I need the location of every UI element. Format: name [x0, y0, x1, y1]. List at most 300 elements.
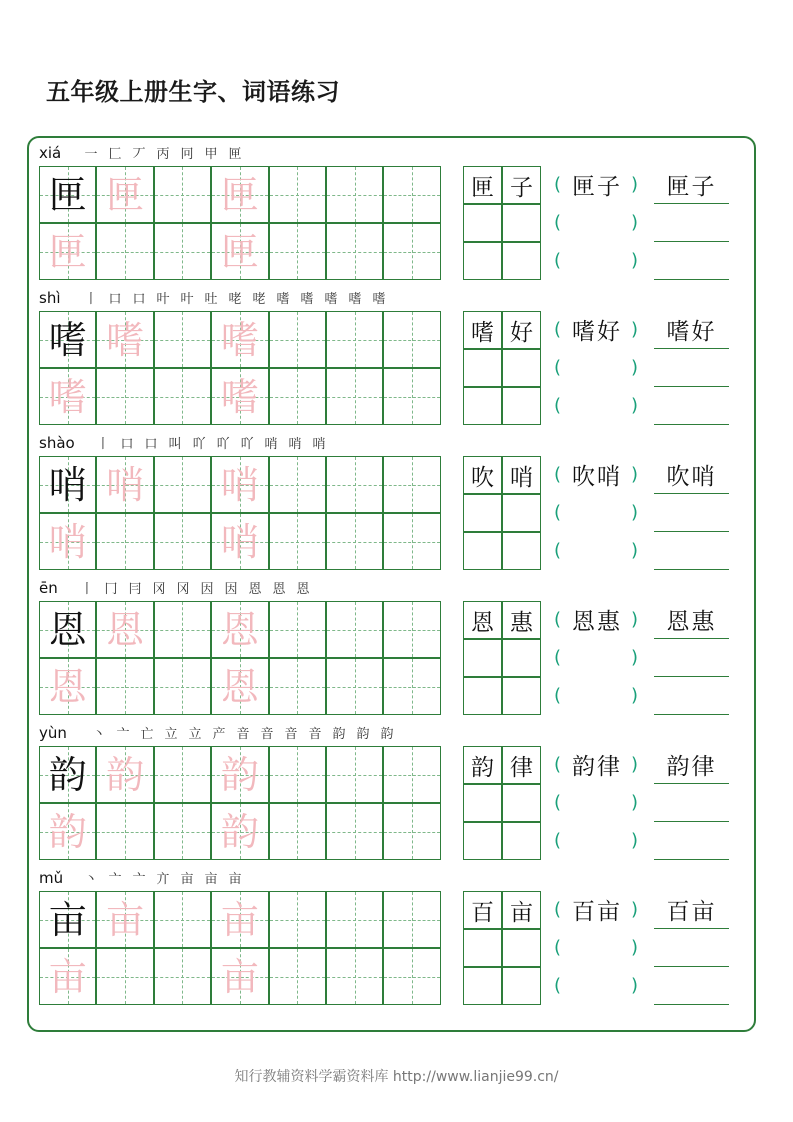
right-paren: )	[630, 174, 638, 195]
paren-blank[interactable]	[554, 242, 638, 280]
grid-cell[interactable]	[211, 513, 268, 570]
grid-cell[interactable]	[96, 223, 153, 280]
grid-cell[interactable]	[211, 311, 268, 368]
stroke-step: 吖	[240, 437, 254, 452]
grid-cell[interactable]	[269, 601, 326, 658]
grid-cell[interactable]	[269, 456, 326, 513]
guide-line-v	[182, 602, 183, 657]
left-paren: (	[554, 174, 562, 195]
stroke-step: 吖	[216, 437, 230, 452]
answer-line[interactable]	[654, 929, 729, 967]
paren-blank[interactable]	[554, 494, 638, 532]
stroke-step: 恩	[248, 582, 262, 597]
word-cell[interactable]	[502, 204, 541, 242]
stroke-step: 亠	[108, 872, 122, 887]
word-cell[interactable]	[463, 746, 502, 784]
stroke-step: 吐	[204, 292, 218, 307]
grid-cell[interactable]	[211, 803, 268, 860]
word-cell[interactable]	[502, 601, 541, 639]
word-grid	[463, 456, 541, 570]
paren-blank[interactable]	[554, 166, 638, 204]
left-paren: (	[554, 647, 562, 668]
grid-cell[interactable]	[211, 948, 268, 1005]
guide-line-v	[355, 949, 356, 1004]
guide-line-v	[182, 804, 183, 859]
grid-cell[interactable]	[154, 601, 211, 658]
page-title: 五年级上册生字、词语练习	[46, 78, 340, 106]
paren-blank[interactable]	[554, 639, 638, 677]
writing-grid	[39, 311, 441, 425]
trace-character: 韵	[220, 809, 259, 854]
line-word: 吹哨	[666, 464, 717, 490]
paren-blank[interactable]	[554, 891, 638, 929]
stroke-step: 音	[284, 727, 298, 742]
trace-character: 哨	[220, 462, 259, 507]
line-word: 百亩	[666, 899, 717, 925]
paren-blank[interactable]	[554, 601, 638, 639]
stroke-step: 韵	[356, 727, 370, 742]
guide-line-v	[297, 602, 298, 657]
grid-cell[interactable]	[39, 658, 96, 715]
answer-line[interactable]	[654, 387, 729, 425]
grid-cell[interactable]	[326, 456, 383, 513]
char-entry	[0, 865, 793, 1010]
stroke-step: 丙	[156, 147, 170, 162]
trace-character: 亩	[220, 897, 259, 942]
grid-cell[interactable]	[383, 311, 440, 368]
grid-cell[interactable]	[154, 456, 211, 513]
word-cell[interactable]	[502, 967, 541, 1005]
stroke-step: 亣	[156, 872, 170, 887]
grid-cell[interactable]	[326, 223, 383, 280]
grid-cell[interactable]	[39, 803, 96, 860]
word-cell[interactable]	[463, 967, 502, 1005]
grid-cell[interactable]	[154, 223, 211, 280]
word-character: 韵	[471, 754, 494, 781]
grid-cell[interactable]	[326, 368, 383, 425]
stroke-step: 亩	[180, 872, 194, 887]
paren-blank[interactable]	[554, 456, 638, 494]
trace-character: 嗜	[106, 317, 145, 362]
word-cell[interactable]	[463, 494, 502, 532]
answer-line[interactable]	[654, 822, 729, 860]
paren-blank[interactable]	[554, 929, 638, 967]
grid-cell[interactable]	[326, 948, 383, 1005]
stroke-order	[79, 869, 247, 891]
paren-blank[interactable]	[554, 967, 638, 1005]
guide-line-v	[182, 514, 183, 569]
grid-cell[interactable]	[211, 746, 268, 803]
left-paren: (	[554, 212, 562, 233]
paren-blank[interactable]	[554, 532, 638, 570]
guide-line-v	[182, 224, 183, 279]
guide-line-v	[355, 514, 356, 569]
word-cell[interactable]	[463, 639, 502, 677]
word-cell[interactable]	[463, 822, 502, 860]
right-paren: )	[630, 754, 638, 775]
answer-line[interactable]	[654, 456, 729, 494]
left-paren: (	[554, 754, 562, 775]
grid-cell[interactable]	[383, 368, 440, 425]
char-entry	[0, 430, 793, 575]
answer-line[interactable]	[654, 311, 729, 349]
line-word: 嗜好	[666, 319, 717, 345]
word-cell[interactable]	[502, 311, 541, 349]
grid-cell[interactable]	[39, 513, 96, 570]
stroke-step: 哨	[312, 437, 326, 452]
guide-line-v	[412, 224, 413, 279]
answer-line[interactable]	[654, 891, 729, 929]
answer-line[interactable]	[654, 494, 729, 532]
guide-line-v	[125, 659, 126, 714]
word-cell[interactable]	[502, 891, 541, 929]
trace-character: 韵	[48, 809, 87, 854]
stroke-step: 嗜	[324, 292, 338, 307]
stroke-step: 叫	[168, 437, 182, 452]
grid-cell[interactable]	[39, 601, 96, 658]
stroke-step: 口	[132, 292, 146, 307]
grid-cell[interactable]	[39, 223, 96, 280]
guide-line-v	[412, 167, 413, 222]
grid-cell[interactable]	[326, 311, 383, 368]
right-paren: )	[630, 975, 638, 996]
stroke-step: 哨	[288, 437, 302, 452]
stroke-step: 冈	[176, 582, 190, 597]
grid-cell[interactable]	[39, 166, 96, 223]
stroke-step: 恩	[272, 582, 286, 597]
paren-blank[interactable]	[554, 746, 638, 784]
grid-cell[interactable]	[211, 456, 268, 513]
stroke-step: 立	[188, 727, 202, 742]
left-paren: (	[554, 319, 562, 340]
answer-line[interactable]	[654, 532, 729, 570]
grid-cell[interactable]	[154, 948, 211, 1005]
word-cell[interactable]	[463, 387, 502, 425]
grid-cell[interactable]	[96, 948, 153, 1005]
right-paren: )	[630, 540, 638, 561]
grid-cell[interactable]	[211, 223, 268, 280]
grid-cell[interactable]	[383, 891, 440, 948]
guide-line-v	[412, 602, 413, 657]
trace-character: 嗜	[220, 374, 259, 419]
grid-cell[interactable]	[269, 891, 326, 948]
right-paren: )	[630, 395, 638, 416]
word-cell[interactable]	[463, 601, 502, 639]
stroke-step: 一	[84, 147, 98, 162]
grid-cell[interactable]	[154, 891, 211, 948]
grid-cell[interactable]	[96, 658, 153, 715]
guide-line-v	[355, 804, 356, 859]
grid-cell[interactable]	[211, 601, 268, 658]
stroke-order	[79, 289, 391, 311]
grid-cell[interactable]	[326, 513, 383, 570]
left-paren: (	[554, 899, 562, 920]
grid-cell[interactable]	[326, 803, 383, 860]
answer-line[interactable]	[654, 967, 729, 1005]
trace-character: 哨	[106, 462, 145, 507]
word-cell[interactable]	[463, 204, 502, 242]
stroke-step: 丨	[80, 582, 94, 597]
word-cell[interactable]	[463, 311, 502, 349]
trace-character: 恩	[220, 607, 259, 652]
char-entry	[0, 575, 793, 720]
line-word: 匣子	[666, 174, 717, 200]
grid-cell[interactable]	[211, 891, 268, 948]
grid-cell[interactable]	[269, 746, 326, 803]
right-paren: )	[630, 899, 638, 920]
pinyin-label: ēn	[39, 579, 58, 597]
answer-line[interactable]	[654, 639, 729, 677]
answer-line[interactable]	[654, 601, 729, 639]
word-cell[interactable]	[502, 494, 541, 532]
word-cell[interactable]	[502, 822, 541, 860]
left-paren: (	[554, 395, 562, 416]
trace-character: 亩	[106, 897, 145, 942]
stroke-step: 立	[164, 727, 178, 742]
paren-blank[interactable]	[554, 822, 638, 860]
stroke-step: 因	[200, 582, 214, 597]
grid-cell[interactable]	[154, 368, 211, 425]
stroke-step: 音	[308, 727, 322, 742]
answer-line[interactable]	[654, 677, 729, 715]
word-cell[interactable]	[502, 349, 541, 387]
grid-cell[interactable]	[211, 166, 268, 223]
grid-cell[interactable]	[96, 166, 153, 223]
model-character: 匣	[48, 172, 87, 217]
grid-cell[interactable]	[326, 601, 383, 658]
grid-cell[interactable]	[269, 223, 326, 280]
word-character: 嗜	[471, 319, 494, 346]
left-paren: (	[554, 464, 562, 485]
guide-line-v	[412, 457, 413, 512]
grid-cell[interactable]	[96, 513, 153, 570]
word-cell[interactable]	[463, 677, 502, 715]
left-paren: (	[554, 685, 562, 706]
line-word: 韵律	[666, 754, 717, 780]
word-character: 好	[510, 319, 533, 346]
guide-line-v	[297, 949, 298, 1004]
right-paren: )	[630, 502, 638, 523]
grid-cell[interactable]	[269, 948, 326, 1005]
grid-cell[interactable]	[269, 803, 326, 860]
writing-grid	[39, 166, 441, 280]
writing-grid	[39, 746, 441, 860]
line-word: 恩惠	[666, 609, 717, 635]
answer-line[interactable]	[654, 784, 729, 822]
word-character: 恩	[471, 609, 494, 636]
writing-grid	[39, 601, 441, 715]
grid-cell[interactable]	[96, 803, 153, 860]
guide-line-v	[355, 747, 356, 802]
grid-cell[interactable]	[154, 166, 211, 223]
grid-cell[interactable]	[383, 223, 440, 280]
guide-line-v	[297, 747, 298, 802]
grid-cell[interactable]	[39, 891, 96, 948]
right-paren: )	[630, 357, 638, 378]
guide-line-v	[412, 369, 413, 424]
grid-cell[interactable]	[383, 456, 440, 513]
word-cell[interactable]	[463, 532, 502, 570]
guide-line-v	[125, 369, 126, 424]
word-cell[interactable]	[502, 456, 541, 494]
word-cell[interactable]	[502, 746, 541, 784]
grid-cell[interactable]	[39, 948, 96, 1005]
paren-blank[interactable]	[554, 784, 638, 822]
guide-line-v	[182, 369, 183, 424]
footer-text: 知行教辅资料学霸资料库 http://www.lianjie99.cn/	[234, 1069, 559, 1085]
grid-cell[interactable]	[96, 311, 153, 368]
paren-blank[interactable]	[554, 204, 638, 242]
grid-cell[interactable]	[39, 456, 96, 513]
word-cell[interactable]	[463, 929, 502, 967]
word-cell[interactable]	[502, 784, 541, 822]
trace-character: 匣	[220, 172, 259, 217]
trace-character: 嗜	[220, 317, 259, 362]
stroke-order	[75, 579, 315, 601]
grid-cell[interactable]	[383, 746, 440, 803]
grid-cell[interactable]	[326, 746, 383, 803]
word-cell[interactable]	[502, 387, 541, 425]
trace-character: 恩	[48, 664, 87, 709]
stroke-step: 嗜	[372, 292, 386, 307]
grid-cell[interactable]	[39, 311, 96, 368]
left-paren: (	[554, 250, 562, 271]
trace-character: 嗜	[48, 374, 87, 419]
grid-cell[interactable]	[154, 311, 211, 368]
model-character: 韵	[48, 752, 87, 797]
word-cell[interactable]	[502, 677, 541, 715]
grid-cell[interactable]	[383, 513, 440, 570]
guide-line-v	[297, 659, 298, 714]
grid-cell[interactable]	[326, 166, 383, 223]
grid-cell[interactable]	[269, 368, 326, 425]
guide-line-v	[182, 659, 183, 714]
word-cell[interactable]	[502, 929, 541, 967]
guide-line-v	[412, 312, 413, 367]
word-cell[interactable]	[463, 456, 502, 494]
word-cell[interactable]	[463, 349, 502, 387]
stroke-step: 亩	[228, 872, 242, 887]
word-cell[interactable]	[502, 639, 541, 677]
stroke-step: 咾	[228, 292, 242, 307]
trace-character: 亩	[48, 954, 87, 999]
grid-cell[interactable]	[269, 311, 326, 368]
grid-cell[interactable]	[154, 746, 211, 803]
stroke-step: 音	[260, 727, 274, 742]
grid-cell[interactable]	[269, 658, 326, 715]
stroke-step: 咾	[252, 292, 266, 307]
grid-cell[interactable]	[211, 658, 268, 715]
stroke-step: 产	[212, 727, 226, 742]
grid-cell[interactable]	[96, 456, 153, 513]
answer-line[interactable]	[654, 349, 729, 387]
guide-line-v	[297, 457, 298, 512]
guide-line-v	[182, 312, 183, 367]
grid-cell[interactable]	[269, 166, 326, 223]
stroke-step: 冃	[128, 582, 142, 597]
pinyin-label: mǔ	[39, 869, 64, 887]
paren-blank[interactable]	[554, 349, 638, 387]
word-cell[interactable]	[502, 166, 541, 204]
paren-blank[interactable]	[554, 677, 638, 715]
stroke-step: 韵	[332, 727, 346, 742]
stroke-step: 亩	[204, 872, 218, 887]
grid-cell[interactable]	[211, 368, 268, 425]
grid-cell[interactable]	[96, 601, 153, 658]
grid-cell[interactable]	[96, 891, 153, 948]
guide-line-v	[182, 892, 183, 947]
pinyin-label: shì	[39, 289, 61, 307]
guide-line-v	[297, 804, 298, 859]
guide-line-v	[412, 659, 413, 714]
grid-cell[interactable]	[383, 948, 440, 1005]
grid-cell[interactable]	[326, 891, 383, 948]
grid-cell[interactable]	[383, 803, 440, 860]
word-character: 亩	[510, 899, 533, 926]
word-grid	[463, 891, 541, 1005]
right-paren: )	[630, 464, 638, 485]
left-paren: (	[554, 609, 562, 630]
grid-cell[interactable]	[96, 368, 153, 425]
answer-line[interactable]	[654, 166, 729, 204]
stroke-step: 音	[236, 727, 250, 742]
stroke-step: 丨	[96, 437, 110, 452]
grid-cell[interactable]	[269, 513, 326, 570]
answer-line[interactable]	[654, 242, 729, 280]
paren-blank[interactable]	[554, 311, 638, 349]
paren-word: 恩惠	[572, 609, 622, 635]
grid-cell[interactable]	[154, 658, 211, 715]
trace-character: 匣	[220, 229, 259, 274]
paren-word: 吹哨	[572, 464, 622, 490]
word-cell[interactable]	[502, 242, 541, 280]
right-paren: )	[630, 250, 638, 271]
grid-cell[interactable]	[383, 166, 440, 223]
right-paren: )	[630, 830, 638, 851]
answer-line[interactable]	[654, 746, 729, 784]
word-character: 百	[471, 899, 494, 926]
trace-character: 哨	[220, 519, 259, 564]
paren-blank[interactable]	[554, 387, 638, 425]
answer-line[interactable]	[654, 204, 729, 242]
paren-word: 匣子	[572, 174, 622, 200]
stroke-step: 亠	[116, 727, 130, 742]
paren-word: 百亩	[572, 899, 622, 925]
word-cell[interactable]	[463, 891, 502, 929]
guide-line-v	[125, 804, 126, 859]
grid-cell[interactable]	[39, 746, 96, 803]
guide-line-v	[412, 804, 413, 859]
left-paren: (	[554, 540, 562, 561]
word-cell[interactable]	[463, 166, 502, 204]
grid-cell[interactable]	[383, 601, 440, 658]
guide-line-v	[355, 312, 356, 367]
grid-cell[interactable]	[383, 658, 440, 715]
word-cell[interactable]	[463, 242, 502, 280]
right-paren: )	[630, 792, 638, 813]
grid-cell[interactable]	[154, 803, 211, 860]
grid-cell[interactable]	[326, 658, 383, 715]
stroke-step: 冋	[180, 147, 194, 162]
word-cell[interactable]	[463, 784, 502, 822]
guide-line-v	[182, 457, 183, 512]
grid-cell[interactable]	[39, 368, 96, 425]
grid-cell[interactable]	[96, 746, 153, 803]
grid-cell[interactable]	[154, 513, 211, 570]
stroke-step: 丆	[132, 147, 146, 162]
word-cell[interactable]	[502, 532, 541, 570]
guide-line-v	[412, 747, 413, 802]
